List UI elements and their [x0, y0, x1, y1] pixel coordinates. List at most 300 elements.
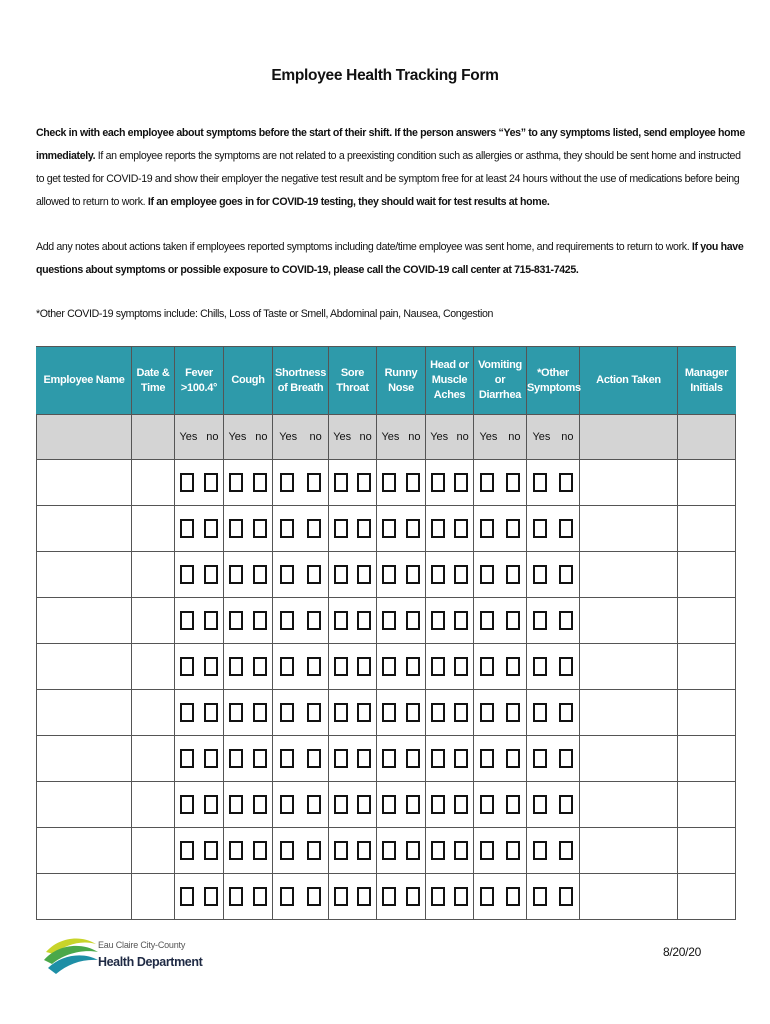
symptom-checkbox-pair — [273, 736, 329, 782]
notes-text: Add any notes about actions taken if employees reported symptoms including date/time employee was sent home, and requirements to return to work. — [36, 241, 692, 253]
yes-checkbox[interactable] — [533, 703, 547, 722]
symptom-checkbox-pair — [329, 736, 377, 782]
no-checkbox[interactable] — [406, 841, 420, 860]
no-checkbox[interactable] — [204, 473, 218, 492]
yes-checkbox[interactable] — [180, 565, 194, 584]
date-time-cell[interactable] — [132, 460, 175, 506]
yes-checkbox[interactable] — [382, 841, 396, 860]
yes-no-row — [37, 415, 736, 460]
no-checkbox[interactable] — [406, 565, 420, 584]
no-checkbox[interactable] — [253, 657, 267, 676]
symptom-checkbox-pair — [527, 552, 580, 598]
action-taken-cell[interactable] — [580, 736, 678, 782]
no-checkbox[interactable] — [506, 749, 520, 768]
symptom-checkbox-pair — [175, 644, 224, 690]
yes-checkbox[interactable] — [480, 473, 494, 492]
symptom-checkbox-pair — [474, 828, 527, 874]
no-checkbox[interactable] — [204, 749, 218, 768]
yes-checkbox[interactable] — [480, 703, 494, 722]
yes-checkbox[interactable] — [180, 841, 194, 860]
no-checkbox[interactable] — [307, 703, 321, 722]
symptom-checkbox-pair — [329, 460, 377, 506]
yes-checkbox[interactable] — [229, 657, 243, 676]
yes-checkbox[interactable] — [533, 473, 547, 492]
no-checkbox[interactable] — [506, 795, 520, 814]
symptom-checkbox-pair — [474, 506, 527, 552]
no-checkbox[interactable] — [204, 887, 218, 906]
no-checkbox[interactable] — [454, 703, 468, 722]
table-row — [37, 644, 736, 690]
symptom-checkbox-pair — [377, 874, 426, 920]
yes-label: Yes — [479, 431, 498, 443]
symptom-checkbox-pair — [273, 506, 329, 552]
yes-checkbox[interactable] — [180, 887, 194, 906]
employee-name-cell[interactable] — [37, 736, 132, 782]
no-checkbox[interactable] — [454, 565, 468, 584]
symptom-checkbox-pair — [527, 828, 580, 874]
symptom-checkbox-pair — [224, 552, 273, 598]
subheader-blank — [678, 415, 736, 460]
intro-paragraph — [36, 122, 748, 214]
date-time-cell[interactable] — [132, 874, 175, 920]
yes-checkbox[interactable] — [280, 795, 294, 814]
no-label: no — [456, 431, 469, 443]
yes-checkbox[interactable] — [533, 519, 547, 538]
no-checkbox[interactable] — [253, 519, 267, 538]
action-taken-cell[interactable] — [580, 552, 678, 598]
yes-checkbox[interactable] — [229, 565, 243, 584]
yes-checkbox[interactable] — [431, 887, 445, 906]
yes-checkbox[interactable] — [229, 519, 243, 538]
yes-no-pair — [474, 415, 527, 460]
yes-label: Yes — [532, 431, 551, 443]
no-checkbox[interactable] — [357, 841, 371, 860]
no-checkbox[interactable] — [357, 703, 371, 722]
yes-checkbox[interactable] — [280, 703, 294, 722]
manager-initials-cell[interactable] — [678, 460, 736, 506]
yes-checkbox[interactable] — [229, 749, 243, 768]
symptom-checkbox-pair — [426, 782, 474, 828]
yes-checkbox[interactable] — [382, 611, 396, 630]
yes-no-pair — [273, 415, 329, 460]
no-checkbox[interactable] — [357, 795, 371, 814]
action-taken-cell[interactable] — [580, 828, 678, 874]
yes-label: Yes — [333, 431, 352, 443]
symptom-checkbox-pair — [224, 828, 273, 874]
no-label: no — [206, 431, 219, 443]
no-checkbox[interactable] — [307, 473, 321, 492]
no-checkbox[interactable] — [506, 565, 520, 584]
no-checkbox[interactable] — [559, 841, 573, 860]
yes-no-pair — [377, 415, 426, 460]
yes-checkbox[interactable] — [431, 749, 445, 768]
date-time-cell[interactable] — [132, 828, 175, 874]
yes-checkbox[interactable] — [334, 611, 348, 630]
symptom-checkbox-pair — [474, 552, 527, 598]
yes-checkbox[interactable] — [280, 887, 294, 906]
symptom-checkbox-pair — [527, 690, 580, 736]
yes-checkbox[interactable] — [480, 519, 494, 538]
symptom-checkbox-pair — [273, 460, 329, 506]
yes-checkbox[interactable] — [229, 795, 243, 814]
action-taken-cell[interactable] — [580, 506, 678, 552]
symptom-checkbox-pair — [273, 782, 329, 828]
yes-checkbox[interactable] — [180, 749, 194, 768]
intro-text: If an employee reports the symptoms are not related to a preexisting condition such as allergies or asthma, they should be sent home and instructed to get tested for COVID-19 and show their employer the negative test result and be symptom free for at least 24 hours without the use of medications before being allowed to return to work. — [36, 150, 741, 208]
yes-checkbox[interactable] — [480, 565, 494, 584]
yes-checkbox[interactable] — [280, 657, 294, 676]
no-checkbox[interactable] — [204, 703, 218, 722]
no-checkbox[interactable] — [253, 611, 267, 630]
manager-initials-cell[interactable] — [678, 552, 736, 598]
no-checkbox[interactable] — [253, 887, 267, 906]
symptom-checkbox-pair — [224, 644, 273, 690]
yes-checkbox[interactable] — [180, 611, 194, 630]
yes-checkbox[interactable] — [533, 611, 547, 630]
no-checkbox[interactable] — [204, 841, 218, 860]
yes-checkbox[interactable] — [334, 795, 348, 814]
yes-checkbox[interactable] — [431, 565, 445, 584]
symptom-checkbox-pair — [377, 782, 426, 828]
yes-checkbox[interactable] — [431, 841, 445, 860]
yes-checkbox[interactable] — [382, 703, 396, 722]
date-time-cell[interactable] — [132, 598, 175, 644]
no-checkbox[interactable] — [559, 657, 573, 676]
symptom-checkbox-pair — [426, 506, 474, 552]
date-time-cell[interactable] — [132, 644, 175, 690]
employee-name-cell[interactable] — [37, 644, 132, 690]
no-checkbox[interactable] — [204, 565, 218, 584]
yes-checkbox[interactable] — [382, 473, 396, 492]
yes-no-pair — [329, 415, 377, 460]
symptom-checkbox-pair — [426, 690, 474, 736]
notes-bold: If you have questions about symptoms or possible exposure to COVID-19, please call the COVID-19 call center at 715-831-7425. — [36, 241, 744, 276]
yes-checkbox[interactable] — [431, 795, 445, 814]
yes-checkbox[interactable] — [382, 565, 396, 584]
manager-initials-cell[interactable] — [678, 598, 736, 644]
no-checkbox[interactable] — [253, 841, 267, 860]
symptom-checkbox-pair — [175, 828, 224, 874]
date-time-cell[interactable] — [132, 736, 175, 782]
no-checkbox[interactable] — [307, 887, 321, 906]
yes-checkbox[interactable] — [334, 887, 348, 906]
no-checkbox[interactable] — [406, 795, 420, 814]
no-checkbox[interactable] — [204, 611, 218, 630]
subheader-blank — [37, 415, 132, 460]
no-checkbox[interactable] — [307, 519, 321, 538]
action-taken-cell[interactable] — [580, 598, 678, 644]
no-checkbox[interactable] — [307, 749, 321, 768]
manager-initials-cell[interactable] — [678, 690, 736, 736]
symptom-checkbox-pair — [377, 552, 426, 598]
employee-name-cell[interactable] — [37, 460, 132, 506]
yes-checkbox[interactable] — [280, 749, 294, 768]
symptom-checkbox-pair — [273, 644, 329, 690]
no-checkbox[interactable] — [454, 795, 468, 814]
no-checkbox[interactable] — [559, 749, 573, 768]
date-time-cell[interactable] — [132, 690, 175, 736]
manager-initials-cell[interactable] — [678, 828, 736, 874]
action-taken-cell[interactable] — [580, 690, 678, 736]
symptom-checkbox-pair — [329, 598, 377, 644]
symptom-checkbox-pair — [329, 690, 377, 736]
table-row — [37, 736, 736, 782]
table-row — [37, 506, 736, 552]
yes-checkbox[interactable] — [431, 703, 445, 722]
employee-name-cell[interactable] — [37, 782, 132, 828]
yes-checkbox[interactable] — [280, 611, 294, 630]
yes-checkbox[interactable] — [334, 749, 348, 768]
yes-checkbox[interactable] — [480, 795, 494, 814]
col-head-muscle-aches: Head or Muscle Aches — [426, 347, 474, 415]
manager-initials-cell[interactable] — [678, 506, 736, 552]
no-checkbox[interactable] — [559, 565, 573, 584]
no-checkbox[interactable] — [406, 703, 420, 722]
yes-checkbox[interactable] — [229, 841, 243, 860]
no-checkbox[interactable] — [406, 749, 420, 768]
yes-checkbox[interactable] — [229, 473, 243, 492]
col-runny-nose: Runny Nose — [377, 347, 426, 415]
no-checkbox[interactable] — [307, 657, 321, 676]
no-checkbox[interactable] — [253, 749, 267, 768]
no-label: no — [359, 431, 372, 443]
yes-checkbox[interactable] — [480, 611, 494, 630]
no-checkbox[interactable] — [559, 887, 573, 906]
yes-checkbox[interactable] — [480, 841, 494, 860]
no-checkbox[interactable] — [506, 703, 520, 722]
yes-checkbox[interactable] — [229, 611, 243, 630]
symptom-checkbox-pair — [377, 690, 426, 736]
symptom-checkbox-pair — [329, 828, 377, 874]
yes-checkbox[interactable] — [334, 565, 348, 584]
symptom-checkbox-pair — [175, 736, 224, 782]
yes-checkbox[interactable] — [280, 565, 294, 584]
symptom-checkbox-pair — [527, 506, 580, 552]
symptom-checkbox-pair — [474, 598, 527, 644]
no-checkbox[interactable] — [406, 657, 420, 676]
date-time-cell[interactable] — [132, 506, 175, 552]
col-cough: Cough — [224, 347, 273, 415]
no-checkbox[interactable] — [307, 565, 321, 584]
symptom-checkbox-pair — [377, 736, 426, 782]
no-checkbox[interactable] — [253, 565, 267, 584]
symptom-checkbox-pair — [377, 598, 426, 644]
no-checkbox[interactable] — [406, 611, 420, 630]
symptom-checkbox-pair — [474, 782, 527, 828]
employee-name-cell[interactable] — [37, 506, 132, 552]
yes-checkbox[interactable] — [180, 519, 194, 538]
employee-name-cell[interactable] — [37, 828, 132, 874]
no-checkbox[interactable] — [454, 611, 468, 630]
symptom-checkbox-pair — [426, 460, 474, 506]
symptom-checkbox-pair — [175, 782, 224, 828]
yes-label: Yes — [179, 431, 198, 443]
yes-checkbox[interactable] — [533, 749, 547, 768]
no-checkbox[interactable] — [204, 795, 218, 814]
table-row — [37, 874, 736, 920]
no-checkbox[interactable] — [559, 703, 573, 722]
yes-checkbox[interactable] — [280, 519, 294, 538]
yes-checkbox[interactable] — [280, 473, 294, 492]
yes-checkbox[interactable] — [533, 795, 547, 814]
yes-checkbox[interactable] — [180, 795, 194, 814]
manager-initials-cell[interactable] — [678, 782, 736, 828]
no-checkbox[interactable] — [454, 519, 468, 538]
no-checkbox[interactable] — [357, 473, 371, 492]
no-checkbox[interactable] — [307, 611, 321, 630]
subheader-blank — [132, 415, 175, 460]
yes-no-pair — [426, 415, 474, 460]
no-label: no — [561, 431, 574, 443]
symptom-checkbox-pair — [527, 644, 580, 690]
no-checkbox[interactable] — [406, 887, 420, 906]
symptom-checkbox-pair — [527, 736, 580, 782]
yes-checkbox[interactable] — [480, 887, 494, 906]
manager-initials-cell[interactable] — [678, 736, 736, 782]
no-label: no — [408, 431, 421, 443]
symptom-checkbox-pair — [224, 690, 273, 736]
yes-checkbox[interactable] — [180, 657, 194, 676]
no-label: no — [255, 431, 268, 443]
no-checkbox[interactable] — [506, 657, 520, 676]
yes-checkbox[interactable] — [334, 473, 348, 492]
table-row — [37, 552, 736, 598]
yes-checkbox[interactable] — [382, 519, 396, 538]
no-checkbox[interactable] — [506, 473, 520, 492]
no-checkbox[interactable] — [454, 887, 468, 906]
no-label: no — [508, 431, 521, 443]
employee-name-cell[interactable] — [37, 874, 132, 920]
symptom-checkbox-pair — [474, 690, 527, 736]
yes-checkbox[interactable] — [533, 565, 547, 584]
yes-checkbox[interactable] — [382, 795, 396, 814]
no-checkbox[interactable] — [253, 795, 267, 814]
symptom-checkbox-pair — [224, 598, 273, 644]
col-other-symptoms: *Other Symptoms — [527, 347, 580, 415]
col-sore-throat: Sore Throat — [329, 347, 377, 415]
symptom-checkbox-pair — [377, 506, 426, 552]
symptom-checkbox-pair — [175, 552, 224, 598]
col-employee-name: Employee Name — [37, 347, 132, 415]
col-action-taken: Action Taken — [580, 347, 678, 415]
employee-name-cell[interactable] — [37, 690, 132, 736]
notes-paragraph — [36, 236, 748, 282]
yes-checkbox[interactable] — [382, 749, 396, 768]
yes-checkbox[interactable] — [229, 703, 243, 722]
symptom-checkbox-pair — [329, 552, 377, 598]
yes-checkbox[interactable] — [533, 887, 547, 906]
no-checkbox[interactable] — [506, 519, 520, 538]
no-checkbox[interactable] — [559, 473, 573, 492]
no-checkbox[interactable] — [559, 611, 573, 630]
no-checkbox[interactable] — [559, 519, 573, 538]
no-checkbox[interactable] — [506, 841, 520, 860]
no-checkbox[interactable] — [454, 841, 468, 860]
yes-checkbox[interactable] — [533, 841, 547, 860]
manager-initials-cell[interactable] — [678, 874, 736, 920]
action-taken-cell[interactable] — [580, 644, 678, 690]
action-taken-cell[interactable] — [580, 782, 678, 828]
symptom-checkbox-pair — [377, 460, 426, 506]
employee-name-cell[interactable] — [37, 598, 132, 644]
subheader-blank — [580, 415, 678, 460]
col-fever: Fever >100.4° — [175, 347, 224, 415]
yes-label: Yes — [228, 431, 247, 443]
yes-checkbox[interactable] — [334, 841, 348, 860]
yes-checkbox[interactable] — [431, 473, 445, 492]
revision-date: 8/20/20 — [663, 945, 701, 959]
yes-checkbox[interactable] — [180, 703, 194, 722]
manager-initials-cell[interactable] — [678, 644, 736, 690]
yes-checkbox[interactable] — [431, 519, 445, 538]
symptom-checkbox-pair — [175, 690, 224, 736]
no-checkbox[interactable] — [406, 519, 420, 538]
no-checkbox[interactable] — [253, 703, 267, 722]
yes-checkbox[interactable] — [334, 657, 348, 676]
yes-checkbox[interactable] — [334, 519, 348, 538]
symptom-checkbox-pair — [224, 874, 273, 920]
yes-checkbox[interactable] — [431, 657, 445, 676]
no-checkbox[interactable] — [357, 611, 371, 630]
action-taken-cell[interactable] — [580, 460, 678, 506]
intro-bold-2: If an employee goes in for COVID-19 testing, they should wait for test results at home. — [147, 196, 550, 208]
no-checkbox[interactable] — [454, 473, 468, 492]
no-checkbox[interactable] — [559, 795, 573, 814]
yes-checkbox[interactable] — [229, 887, 243, 906]
no-checkbox[interactable] — [204, 657, 218, 676]
no-checkbox[interactable] — [357, 887, 371, 906]
action-taken-cell[interactable] — [580, 874, 678, 920]
no-checkbox[interactable] — [357, 519, 371, 538]
date-time-cell[interactable] — [132, 552, 175, 598]
symptom-checkbox-pair — [377, 644, 426, 690]
symptom-checkbox-pair — [474, 460, 527, 506]
no-checkbox[interactable] — [253, 473, 267, 492]
symptom-checkbox-pair — [426, 644, 474, 690]
yes-checkbox[interactable] — [431, 611, 445, 630]
no-checkbox[interactable] — [204, 519, 218, 538]
symptom-checkbox-pair — [329, 506, 377, 552]
no-checkbox[interactable] — [357, 657, 371, 676]
no-checkbox[interactable] — [307, 841, 321, 860]
no-checkbox[interactable] — [406, 473, 420, 492]
yes-checkbox[interactable] — [180, 473, 194, 492]
yes-checkbox[interactable] — [480, 749, 494, 768]
table-row — [37, 690, 736, 736]
employee-name-cell[interactable] — [37, 552, 132, 598]
no-checkbox[interactable] — [454, 749, 468, 768]
other-symptoms-note: *Other COVID-19 symptoms include: Chills, Loss of Taste or Smell, Abdominal pain, Nausea, Congestion — [36, 308, 494, 320]
no-checkbox[interactable] — [307, 795, 321, 814]
date-time-cell[interactable] — [132, 782, 175, 828]
no-checkbox[interactable] — [454, 657, 468, 676]
no-checkbox[interactable] — [357, 749, 371, 768]
no-checkbox[interactable] — [506, 887, 520, 906]
yes-checkbox[interactable] — [382, 657, 396, 676]
yes-label: Yes — [430, 431, 449, 443]
yes-no-pair — [224, 415, 273, 460]
yes-checkbox[interactable] — [533, 657, 547, 676]
no-checkbox[interactable] — [506, 611, 520, 630]
yes-checkbox[interactable] — [480, 657, 494, 676]
symptom-checkbox-pair — [273, 874, 329, 920]
no-checkbox[interactable] — [357, 565, 371, 584]
yes-checkbox[interactable] — [280, 841, 294, 860]
symptom-checkbox-pair — [175, 460, 224, 506]
symptom-checkbox-pair — [426, 828, 474, 874]
yes-checkbox[interactable] — [334, 703, 348, 722]
yes-checkbox[interactable] — [382, 887, 396, 906]
